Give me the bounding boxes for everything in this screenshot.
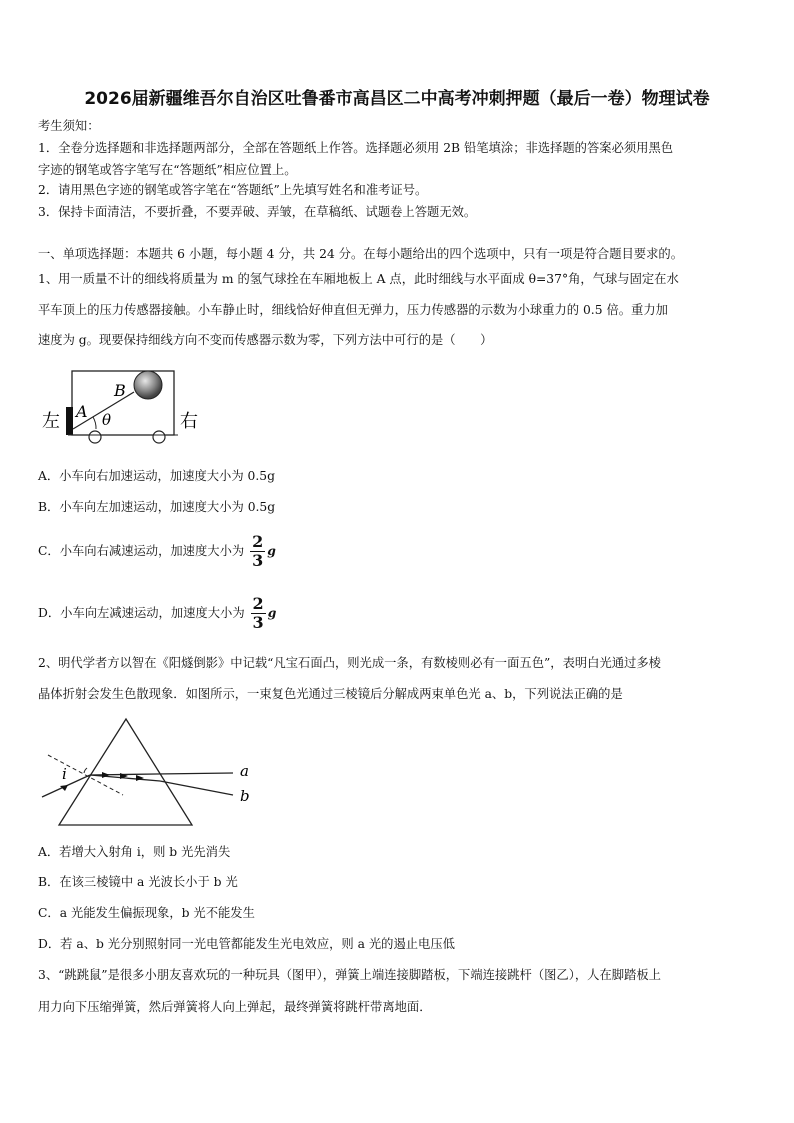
fraction-denominator: 3 <box>252 613 264 632</box>
q3-stem-line-2: 用力向下压缩弹簧，然后弹簧将人向上弹起，最终弹簧将跳杆带离地面． <box>38 1000 432 1014</box>
q2-figure-label-a: a <box>240 762 249 780</box>
fraction-denominator: 3 <box>252 551 264 570</box>
q2-stem-line-1: 2、明代学者方以智在《阳燧倒影》中记载“凡宝石面凸，则光成一条，有数棱则必有一面五色”，表明白光通过多棱 <box>38 656 661 670</box>
q1-option-c-text: C．小车向右减速运动，加速度大小为 <box>38 544 245 558</box>
page-title: 2026届新疆维吾尔自治区吐鲁番市高昌区二中高考冲刺押题（最后一卷）物理试卷 <box>84 89 710 109</box>
q2-stem-line-2: 晶体折射会发生色散现象．如图所示，一束复色光通过三棱镜后分解成两束单色光 a、b，下列说法正确的是 <box>38 687 623 701</box>
fraction-numerator: 2 <box>252 532 264 551</box>
q1-cart-figure <box>38 365 208 445</box>
gravity-symbol: g <box>267 605 277 620</box>
q1-figure-right-label: 右 <box>180 411 198 432</box>
fraction <box>250 534 265 569</box>
q1-option-b[interactable]: B．小车向左加速运动，加速度大小为 0.5g <box>38 500 276 514</box>
notice-item-1-line-2: 字迹的钢笔或答字笔写在“答题纸”相应位置上。 <box>38 163 297 177</box>
q1-option-d-text: D．小车向左减速运动，加速度大小为 <box>38 606 245 620</box>
q1-stem-line-1: 1、用一质量不计的细线将质量为 m 的氢气球拴在车厢地板上 A 点，此时细线与水平面成 θ=37°角，气球与固定在水 <box>38 272 679 286</box>
q2-option-b[interactable]: B．在该三棱镜中 a 光波长小于 b 光 <box>38 875 238 889</box>
q3-stem-line-1: 3、“跳跳鼠”是很多小朋友喜欢玩的一种玩具（图甲），弹簧上端连接脚踏板，下端连接跳杆（图乙），人在脚踏板上 <box>38 968 661 982</box>
q1-stem-line-2: 平车顶上的压力传感器接触。小车静止时，细线恰好伸直但无弹力，压力传感器的示数为小球重力的 0.5 倍。重力加 <box>38 303 668 317</box>
q1-option-d[interactable] <box>38 596 276 631</box>
notice-item-1-line-1: 1．全卷分选择题和非选择题两部分，全部在答题纸上作答。选择题必须用 2B 铅笔填涂；非选择题的答案必须用黑色 <box>38 141 674 155</box>
notice-item-3: 3．保持卡面清洁，不要折叠，不要弄破、弄皱，在草稿纸、试题卷上答题无效。 <box>38 205 477 219</box>
q1-figure-label-theta: θ <box>102 411 112 429</box>
notice-item-2: 2．请用黑色字迹的钢笔或答字笔在“答题纸”上先填写姓名和准考证号。 <box>38 183 428 197</box>
q1-stem-line-3: 速度为 g。现要保持细线方向不变而传感器示数为零，下列方法中可行的是（ ） <box>38 333 493 347</box>
notice-heading: 考生须知： <box>38 119 100 133</box>
q2-figure-label-b: b <box>240 787 250 805</box>
q1-figure-label-b: B <box>114 381 126 400</box>
q2-option-d[interactable]: D．若 a、b 光分别照射同一光电管都能发生光电效应，则 a 光的遏止电压低 <box>38 937 455 951</box>
gravity-symbol: g <box>267 543 276 558</box>
q2-option-a[interactable]: A．若增大入射角 i，则 b 光先消失 <box>38 845 231 859</box>
q2-option-c[interactable]: C．a 光能发生偏振现象，b 光不能发生 <box>38 906 255 920</box>
q2-prism-figure <box>38 715 268 830</box>
q1-option-c[interactable] <box>38 534 276 569</box>
q1-option-a[interactable]: A．小车向右加速运动，加速度大小为 0.5g <box>38 469 275 483</box>
q2-figure-label-i: i <box>62 765 67 783</box>
fraction <box>251 596 266 631</box>
q1-figure-label-a: A <box>76 402 88 421</box>
q1-figure-left-label: 左 <box>42 411 60 432</box>
fraction-numerator: 2 <box>252 594 264 613</box>
section-1-heading: 一、单项选择题：本题共 6 小题，每小题 4 分，共 24 分。在每小题给出的四个选项中，只有一项是符合题目要求的。 <box>38 247 683 261</box>
